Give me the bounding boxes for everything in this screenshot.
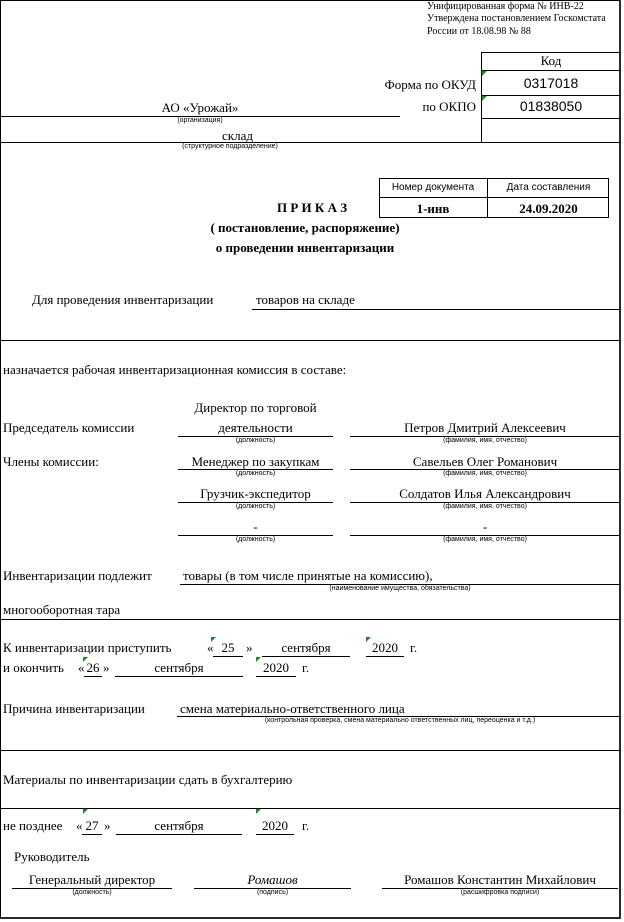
chair-label: Председатель комиссии [3, 420, 135, 435]
chair-name: Петров Дмитрий Алексеевич [404, 420, 566, 435]
end-label: и окончить [3, 660, 64, 675]
head-name-caption: (расшифровка подписи) [460, 889, 540, 896]
member-1-position-caption: (должность) [235, 470, 276, 477]
doc-date: 24.09.2020 [519, 201, 578, 216]
commission-intro: назначается рабочая инвентаризационная комиссия в составе: [3, 362, 347, 377]
deadline-month: сентября [154, 818, 204, 833]
chair-position-caption: (должность) [235, 437, 276, 444]
start-label: К инвентаризации приступить [3, 640, 172, 655]
reason-value: смена материально-ответственного лица [180, 701, 405, 716]
member-1-name-caption: (фамилия, имя, отчество) [443, 470, 527, 477]
chair-name-caption: (фамилия, имя, отчество) [443, 437, 527, 444]
start-month: сентября [281, 640, 331, 655]
items-value-line1: товары (в том числе принятые на комиссию), [183, 568, 433, 583]
doc-title: П Р И К А З [277, 200, 348, 215]
member-2-name-caption: (фамилия, имя, отчество) [443, 503, 527, 510]
deadline-year-suffix: г. [302, 818, 310, 833]
okud-label: Форма по ОКУД [384, 77, 476, 92]
head-position: Генеральный директор [28, 872, 156, 887]
submit-text: Материалы по инвентаризации сдать в бухгалтерию [3, 772, 293, 787]
head-label: Руководитель [14, 849, 90, 864]
org-name: АО «Урожай» [161, 100, 239, 115]
reason-label: Причина инвентаризации [3, 701, 145, 716]
form-line-1: Унифицированная форма № ИНВ-22 [427, 1, 584, 12]
end-lq: « [78, 660, 85, 675]
doc-number: 1-инв [416, 201, 450, 216]
okpo-value: 01838050 [519, 98, 583, 114]
end-year-suffix: г. [302, 660, 310, 675]
form-line-2: Утверждена постановлением Госкомстата [427, 13, 606, 24]
end-month: сентября [154, 660, 204, 675]
deadline-year: 2020 [262, 818, 288, 833]
doc-number-header: Номер документа [391, 182, 475, 193]
start-rq: » [246, 640, 253, 655]
member-3-name: - [482, 519, 488, 534]
okpo-label: по ОКПО [422, 99, 476, 114]
member-3-position: - [253, 519, 258, 534]
deadline-rq: » [104, 818, 111, 833]
member-2-position-caption: (должность) [235, 503, 276, 510]
doc-subtitle: ( постановление, распоряжение) [210, 220, 400, 235]
chair-position-line1: Директор по торговой [194, 400, 317, 415]
member-1-position: Менеджер по закупкам [191, 454, 320, 469]
members-label: Члены комиссии: [3, 454, 99, 469]
items-value-line2: многооборотная тара [3, 602, 121, 617]
okud-value: 0317018 [523, 75, 579, 91]
head-name: Ромашов Константин Михайлович [404, 872, 596, 887]
head-position-caption: (должность) [72, 889, 112, 896]
head-signature-caption: (подпись) [256, 889, 289, 896]
doc-subject: о проведении инвентаризации [215, 240, 395, 255]
start-lq: « [207, 640, 214, 655]
member-3-name-caption: (фамилия, имя, отчество) [443, 536, 527, 543]
member-2-name: Солдатов Илья Александрович [399, 486, 571, 501]
end-year: 2020 [263, 660, 289, 675]
reason-caption: (контрольная проверка, смена материально ответственных лиц, переоценка и т.д.) [264, 717, 536, 724]
end-rq: » [103, 660, 110, 675]
head-signature: Ромашов [247, 872, 298, 887]
deadline-lq: « [76, 818, 83, 833]
purpose-value: товаров на складе [256, 292, 355, 307]
deadline-label: не позднее [3, 818, 63, 833]
division-name: склад [222, 128, 253, 143]
member-3-position-caption: (должность) [235, 536, 276, 543]
division-caption: (структурное подразделение) [182, 143, 278, 150]
start-day: 25 [221, 640, 235, 655]
form-line-3: России от 18.08.98 № 88 [427, 26, 531, 37]
member-2-position: Грузчик-экспедитор [200, 486, 311, 501]
items-caption: (наименование имущества, обязательства) [329, 585, 471, 592]
purpose-label: Для проведения инвентаризации [32, 292, 214, 307]
chair-position-line2: деятельности [218, 420, 293, 435]
start-year-suffix: г. [410, 640, 418, 655]
org-caption: (организация) [177, 117, 223, 124]
end-day: 26 [86, 660, 100, 675]
deadline-day: 27 [85, 818, 99, 833]
kod-label: Код [540, 53, 562, 68]
doc-date-header: Дата составления [506, 182, 591, 193]
start-year: 2020 [372, 640, 398, 655]
items-label: Инвентаризации подлежит [3, 568, 152, 583]
member-1-name: Савельев Олег Романович [412, 454, 558, 469]
